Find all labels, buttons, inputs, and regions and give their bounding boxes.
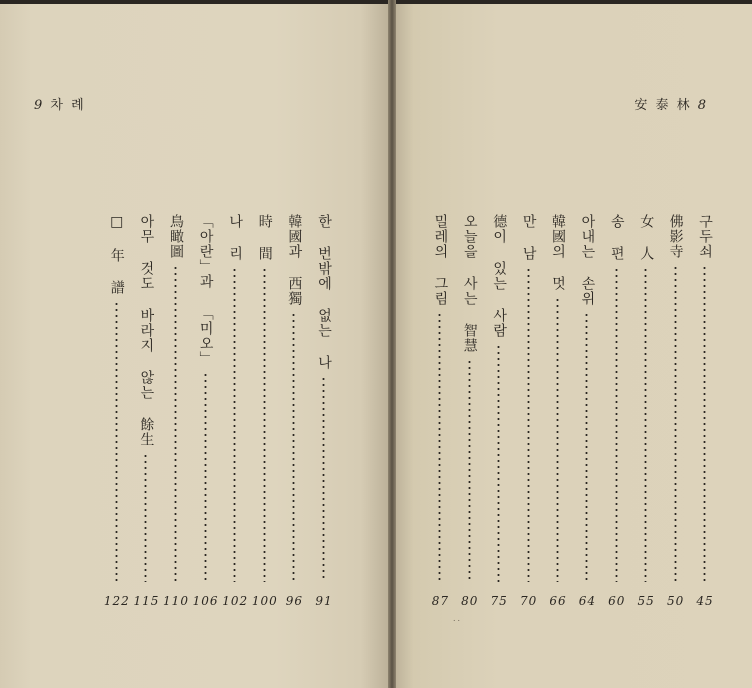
toc-entry bbox=[635, 214, 657, 610]
toc-entry-page-number: 122 bbox=[103, 594, 130, 608]
toc-entry-page-number: 55 bbox=[637, 594, 655, 608]
dot-leader bbox=[174, 265, 177, 582]
toc-entry-page-number: 75 bbox=[490, 594, 508, 608]
toc-entry bbox=[429, 214, 451, 610]
dot-leader bbox=[644, 267, 647, 582]
toc-entry bbox=[251, 214, 278, 610]
dot-leader bbox=[556, 297, 559, 582]
toc-entry-page-number: 66 bbox=[549, 594, 567, 608]
toc-entry bbox=[694, 214, 716, 610]
toc-entry-title: 佛影寺 bbox=[667, 214, 684, 259]
toc-entry-page-number: 102 bbox=[222, 594, 249, 608]
toc-entry bbox=[665, 214, 687, 610]
toc-entry bbox=[606, 214, 628, 610]
dot-leader bbox=[233, 267, 236, 582]
right-page-number: 8 bbox=[697, 98, 708, 113]
toc-entry-title: 송 편 bbox=[608, 214, 625, 261]
toc-entry bbox=[576, 214, 598, 610]
toc-entry-title: 한 번밖에 없는 나 bbox=[316, 214, 332, 370]
dot-leader bbox=[144, 453, 147, 582]
right-page bbox=[392, 4, 752, 688]
toc-entry bbox=[547, 214, 569, 610]
toc-entry-page-number: 80 bbox=[461, 594, 479, 608]
toc-entry bbox=[518, 214, 540, 610]
dot-leader bbox=[585, 312, 588, 582]
toc-entry-title: 德이 있는 사람 bbox=[491, 214, 508, 338]
dot-leader bbox=[497, 344, 500, 582]
dot-leader bbox=[292, 312, 295, 582]
toc-entry bbox=[133, 214, 160, 610]
toc-entry-page-number: 106 bbox=[192, 594, 219, 608]
toc-entry-title: 韓國과 西獨 bbox=[286, 214, 303, 306]
toc-entry-title: 구두쇠 bbox=[697, 214, 713, 259]
toc-entry-page-number: 70 bbox=[519, 594, 538, 608]
toc-entry-page-number: 60 bbox=[608, 594, 626, 608]
toc-entry-page-number: 87 bbox=[431, 594, 450, 608]
toc-entry-page-number: 91 bbox=[315, 594, 333, 608]
left-page bbox=[0, 4, 392, 688]
dot-leader bbox=[263, 267, 266, 582]
toc-entry bbox=[313, 214, 335, 610]
left-page-number: 9 bbox=[34, 98, 45, 113]
print-mark: ˙˙ bbox=[452, 620, 461, 630]
book-gutter bbox=[388, 0, 396, 688]
dot-leader bbox=[615, 267, 618, 582]
toc-entry-title: 나 리 bbox=[227, 214, 244, 261]
toc-entry-page-number: 96 bbox=[285, 594, 304, 608]
toc-entry bbox=[283, 214, 305, 610]
dot-leader bbox=[674, 265, 677, 582]
toc-entry-page-number: 110 bbox=[163, 594, 189, 608]
toc-entry-title: 韓國의 멋 bbox=[550, 214, 566, 291]
toc-entry-page-number: 100 bbox=[251, 594, 278, 608]
right-page-header bbox=[634, 94, 708, 113]
toc-entry bbox=[488, 214, 510, 610]
toc-entry-title: 「아란」과 「미오」 bbox=[197, 214, 214, 366]
dot-leader bbox=[204, 372, 207, 582]
dot-leader bbox=[322, 376, 325, 582]
toc-entry bbox=[103, 214, 130, 610]
toc-entry-page-number: 50 bbox=[666, 594, 685, 608]
toc-entry-title: 鳥瞰圖 bbox=[168, 214, 184, 259]
dot-leader bbox=[527, 267, 530, 582]
toc-entry-title: 밀레의 그림 bbox=[432, 214, 449, 306]
toc-entry-title: 만 남 bbox=[520, 214, 537, 261]
dot-leader bbox=[468, 359, 471, 582]
toc-entry-title: 오늘을 사는 智慧 bbox=[461, 214, 478, 353]
toc-entry-page-number: 115 bbox=[133, 594, 160, 608]
left-page-header bbox=[34, 94, 86, 113]
toc-entry-page-number: 45 bbox=[696, 594, 714, 608]
toc-entry bbox=[222, 214, 249, 610]
toc-entry bbox=[192, 214, 219, 610]
toc-entry-title: 時 間 bbox=[256, 214, 273, 261]
toc-entry-title: 아내는 손위 bbox=[579, 214, 596, 306]
right-page-author: 安 泰 林 bbox=[634, 98, 692, 113]
left-page-title: 차 례 bbox=[50, 98, 86, 113]
dot-leader bbox=[703, 265, 706, 582]
toc-entry bbox=[459, 214, 481, 610]
toc-entry bbox=[165, 214, 187, 610]
toc-entry-title: 女 人 bbox=[638, 214, 655, 261]
dot-leader bbox=[438, 312, 441, 582]
toc-entry-page-number: 64 bbox=[578, 594, 597, 608]
toc-entry-title: □ 年 譜 bbox=[108, 214, 125, 295]
dot-leader bbox=[115, 301, 118, 582]
toc-entry-title: 아무 것도 바라지 않는 餘生 bbox=[138, 214, 155, 447]
